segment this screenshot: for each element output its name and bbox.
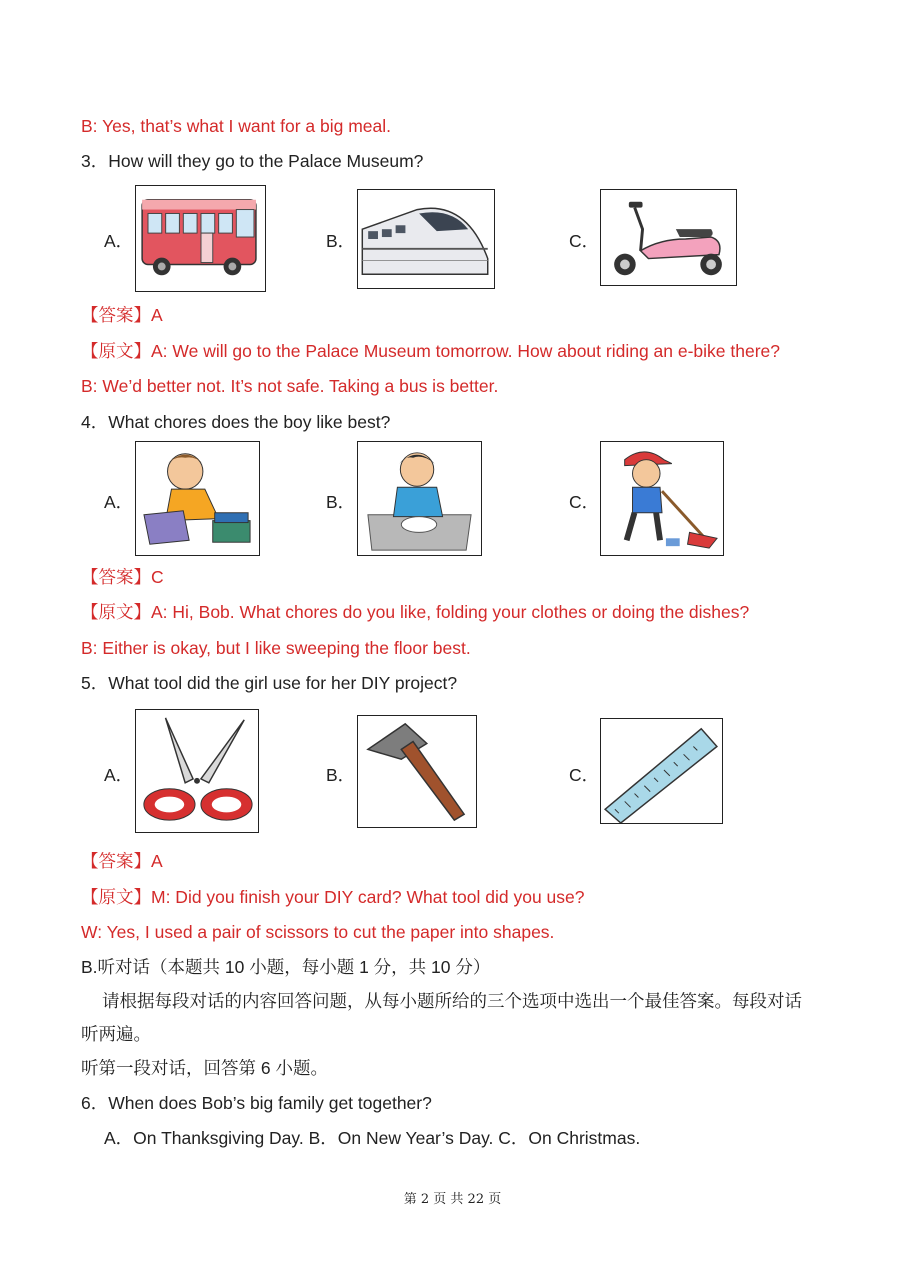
transcript-q5-w: W: Yes, I used a pair of scissors to cut the paper into shapes. [81,922,555,942]
q3-option-a-label: A． [104,231,134,251]
folding-clothes-picture[interactable] [135,441,260,556]
section-b-instruction-cont: 听两遍。 [81,1024,151,1044]
hammer-picture[interactable] [357,715,477,828]
bus-picture[interactable] [135,185,266,292]
e-bike-scooter-picture[interactable] [600,189,737,286]
q5-option-a-label: A． [104,765,134,785]
q3-option-c-label: C． [569,231,600,251]
high-speed-train-picture[interactable] [357,189,495,289]
q3-option-b-label: B． [326,231,356,251]
washing-dishes-picture[interactable] [357,441,482,556]
answer-q3: 【答案】A [81,305,163,325]
q4-option-a-label: A． [104,492,134,512]
transcript-q4-b: B: Either is okay, but I like sweeping the floor best. [81,638,471,658]
sweeping-picture[interactable] [600,441,724,556]
transcript-q3-b: B: We’d better not. It’s not safe. Taking a bus is better. [81,376,499,396]
q4-option-c-label: C． [569,492,600,512]
question-4: 4．What chores does the boy like best? [81,412,391,432]
question-3: 3．How will they go to the Palace Museum? [81,151,424,171]
section-b-instruction: 请根据每段对话的内容回答问题，从每小题所给的三个选项中选出一个最佳答案。每段对话 [102,991,802,1011]
question-6-options: A．On Thanksgiving Day. B．On New Year’s Day. C．On Christmas. [104,1128,641,1148]
q5-option-b-label: B． [326,765,356,785]
question-6: 6．When does Bob’s big family get together? [81,1093,432,1113]
dialogue-1-instruction: 听第一段对话，回答第 6 小题。 [81,1058,328,1078]
transcript-q4-a: 【原文】A: Hi, Bob. What chores do you like, folding your clothes or doing the dishes? [81,602,750,622]
scissors-picture[interactable] [135,709,259,833]
answer-q4: 【答案】C [81,567,164,587]
dialogue-line-b-meal: B: Yes, that’s what I want for a big meal. [81,116,391,136]
q4-option-b-label: B． [326,492,356,512]
transcript-q5-m: 【原文】M: Did you finish your DIY card? What tool did you use? [81,887,585,907]
transcript-q3-a: 【原文】A: We will go to the Palace Museum tomorrow. How about riding an e-bike there? [81,341,781,361]
ruler-picture[interactable] [600,718,723,824]
section-b-heading: B.听对话（本题共 10 小题，每小题 1 分，共 10 分） [81,957,491,977]
page-footer: 第 2 页 共 22 页 [403,1192,502,1207]
question-5: 5．What tool did the girl use for her DIY project? [81,673,458,693]
answer-q5: 【答案】A [81,851,163,871]
q5-option-c-label: C． [569,765,600,785]
